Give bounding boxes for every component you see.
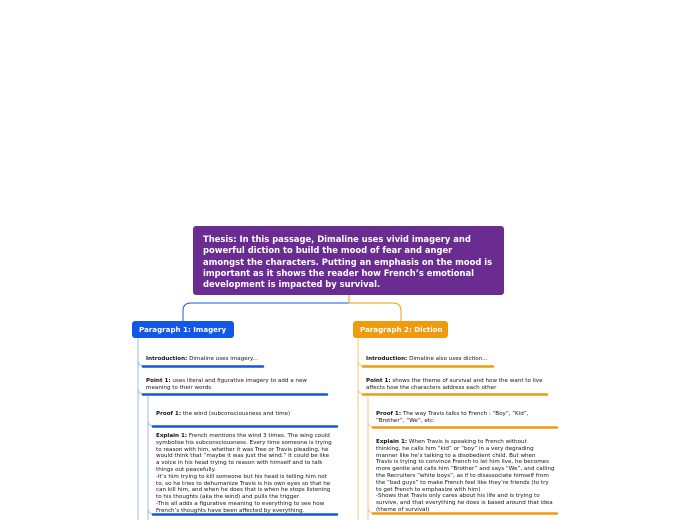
- para1-introduction-node[interactable]: [146, 356, 316, 363]
- para2-explain1-line-4: more gentle and calls him “Brother” and says “We”, and calling: [376, 466, 555, 473]
- para1-explain1-line-4: a voice in his head trying to reason with himself and to talk: [156, 460, 323, 467]
- para1-explain1-line-6: -It’s him trying to kill someone but his head is telling him not: [156, 473, 327, 480]
- para1-explain1-line-8: can kill him, and when he does that is when he stops listening: [156, 487, 331, 494]
- para2-explain1-line-0-text: When Travis is speaking to French without: [407, 439, 527, 445]
- para2-explain1-line-10: (theme of survival): [376, 506, 430, 513]
- para2-proof1-label: Proof 1:: [376, 411, 402, 417]
- para1-explain1-line-10: -This all adds a figurative meaning to everything to see how: [156, 500, 325, 507]
- para2-explain1-line-3: Travis is trying to convince French to let him live, he becomes: [376, 459, 550, 466]
- para1-explain1-line-2: to reason with him, whether it was Tree or Travis pleading, he: [156, 446, 329, 453]
- para2-intro-link: [358, 360, 364, 366]
- para1-explain1-line-0: [156, 433, 340, 440]
- para1-explain1-line-11: French’s thoughts have been affected by everything.: [156, 507, 305, 514]
- para2-introduction-text: Dimaline also uses diction...: [407, 356, 488, 362]
- para1-explain1-line-5: things out peacefully.: [156, 466, 216, 473]
- para2-explain1-node[interactable]: [376, 439, 560, 514]
- para1-explain1-line-0-text: French mentions the wind 3 times. The wing could: [187, 433, 330, 439]
- paragraph1-node[interactable]: Paragraph 1: Imagery: [132, 321, 234, 338]
- para2-explain1-label: Explain 1:: [376, 439, 408, 445]
- para2-point-link: [358, 388, 364, 394]
- connector-thesis-para1: [183, 295, 349, 321]
- para1-explain1-node[interactable]: [156, 433, 340, 515]
- para2-explain1-line-5: the Recruiters “white boys”, as if to disassociate himself from: [376, 472, 549, 479]
- para1-proof1-label: Proof 1:: [156, 411, 182, 417]
- thesis-node[interactable]: Thesis: In this passage, Dimaline uses vivid imagery and powerful diction to build the mood of fear and anger amongst the characters. Putting an emphasis on the mood is important as it shows the reader how French’s emotional development is impacted by survival.: [193, 226, 504, 295]
- para2-explain1-line-8: -Shows that Travis only cares about his life and is trying to: [376, 493, 540, 500]
- para1-point1-label: Point 1:: [146, 378, 171, 384]
- para1-explain-link: [148, 508, 154, 514]
- para1-point1-text: uses literal and figurative imagery to add a new meaning to their words: [146, 378, 307, 391]
- para2-explain1-line-1: thinking, he calls him “kid” or “boy” in a very degrading: [376, 445, 534, 452]
- para1-point-link: [138, 388, 144, 394]
- para2-explain1-line-2: manner like he’s talking to a disobedient child. But when: [376, 452, 536, 459]
- paragraph2-node[interactable]: Paragraph 2: Diction: [353, 321, 448, 338]
- para1-point1-node[interactable]: [146, 378, 324, 392]
- para2-explain1-line-6: the “bad guys” to make French feel like they’re friends (to try: [376, 479, 549, 486]
- connector-thesis-para2: [349, 295, 401, 321]
- para1-explain1-label: Explain 1:: [156, 433, 188, 439]
- para2-proof1-text: The way Travis talks to French : “Boy”, “Kid”, “Brother”, “We”, etc.: [376, 411, 529, 424]
- para1-explain1-line-3: would think that “maybe it was just the wind.” It could be like: [156, 453, 330, 460]
- para2-explain1-line-0: [376, 439, 560, 446]
- para2-point1-node[interactable]: [366, 378, 546, 392]
- para1-proof1-node[interactable]: [156, 411, 336, 418]
- para1-intro-link: [138, 360, 144, 366]
- para1-introduction-text: Dimaline uses imagery...: [187, 356, 258, 362]
- para2-introduction-label: Introduction:: [366, 356, 408, 362]
- para1-explain1-line-1: symbolise his subconsciousness. Every time someone is trying: [156, 439, 332, 446]
- para1-explain1-line-7: to, so he tries to dehumanize Travis is his own eyes so that he: [156, 480, 331, 487]
- para2-proof-link: [368, 421, 374, 427]
- para2-point1-text: shows the theme of survival and how the want to live affects how the characters address each other: [366, 378, 543, 391]
- para2-explain-link: [368, 507, 374, 513]
- para2-point1-label: Point 1:: [366, 378, 391, 384]
- para2-explain1-line-7: to get French to emphasize with him): [376, 486, 481, 493]
- para1-proof1-text: the wind (subconsciousness and time): [181, 411, 291, 417]
- para1-introduction-label: Introduction:: [146, 356, 188, 362]
- para1-explain1-line-9: to his thoughts (aka the wind) and pulls the trigger: [156, 494, 300, 501]
- para2-explain1-line-9: survive, and that everything he does is based around that idea: [376, 500, 553, 507]
- para2-proof1-node[interactable]: [376, 411, 540, 425]
- para1-proof-link: [148, 420, 154, 426]
- para2-introduction-node[interactable]: [366, 356, 536, 363]
